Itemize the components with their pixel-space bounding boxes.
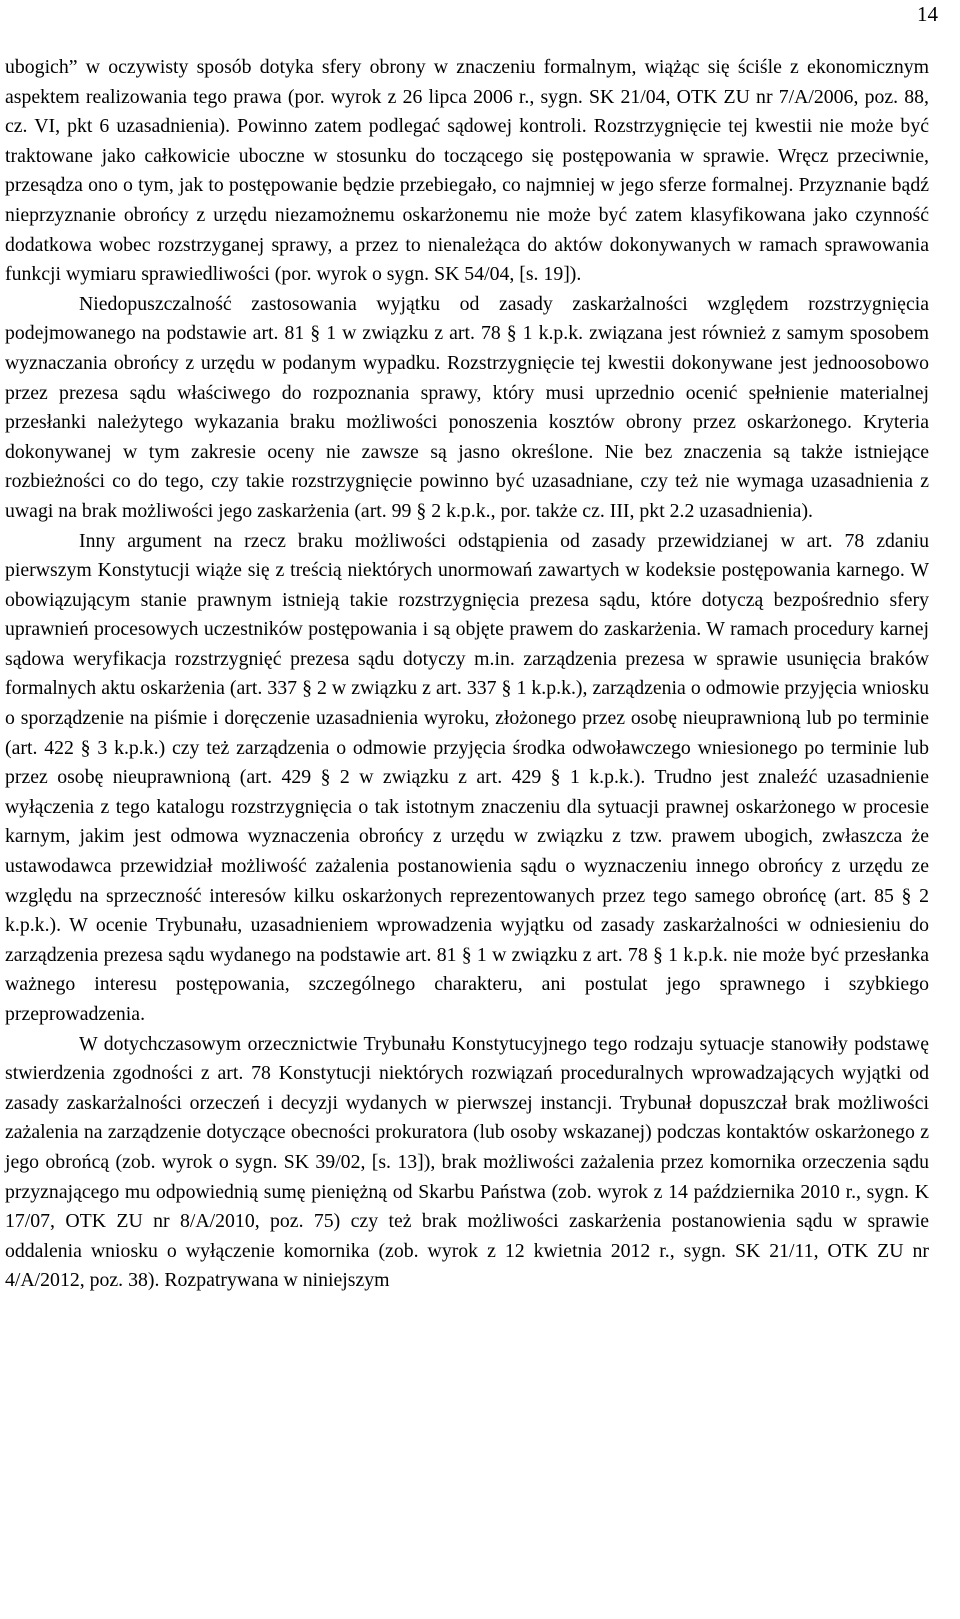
paragraph-1: ubogich” w oczywisty sposób dotyka sfery obrony w znaczeniu formalnym, wiążąc się ściśle z ekonomicznym aspektem realizowania tego prawa (por. wyrok z 26 lipca 2006 r., sygn. SK 21/04, OTK ZU nr 7/A/2006, poz. 88, cz. VI, pkt 6 uzasadnienia). Powinno zatem podlegać sądowej kontroli. Rozstrzygnięcie tej kwestii nie może być traktowane jako całkowicie uboczne w stosunku do toczącego się postępowania w sprawie. Wręcz przeciwnie, przesądza ono o tym, jak to postępowanie będzie przebiegało, co najmniej w jego sferze formalnej. Przyznanie bądź nieprzyznanie obrońcy z urzędu niezamożnemu oskarżonemu nie może być zatem klasyfikowana jako czynność dodatkowa wobec rozstrzyganej sprawy, a przez to nienależąca do aktów dokonywanych w ramach sprawowania funkcji wymiaru sprawiedliwości (por. wyrok o sygn. SK 54/04, [s. 19]). xyxy=(5,56,929,286)
document-body xyxy=(5,53,929,1296)
paragraph-2: Niedopuszczalność zastosowania wyjątku od zasady zaskarżalności względem rozstrzygnięcia podejmowanego na podstawie art. 81 § 1 w związku z art. 78 § 1 k.p.k. związana jest również z samym sposobem wyznaczania obrońcy z urzędu w podanym wypadku. Rozstrzygnięcie tej kwestii dokonywane jest jednoosobowo przez prezesa sądu właściwego do rozpoznania sprawy, który musi uprzednio ocenić spełnienie materialnej przesłanki należytego wykazania braku możliwości ponoszenia kosztów obrony przez oskarżonego. Kryteria dokonywanej w tym zakresie oceny nie zawsze są jasno określone. Nie bez znaczenia są także istniejące rozbieżności co do tego, czy takie rozstrzygnięcie powinno być uzasadniane, czy też nie wymaga uzasadnienia z uwagi na brak możliwości jego zaskarżenia (art. 99 § 2 k.p.k., por. także cz. III, pkt 2.2 uzasadnienia). xyxy=(5,292,929,522)
paragraph-4: W dotychczasowym orzecznictwie Trybunału Konstytucyjnego tego rodzaju sytuacje stanowiły podstawę stwierdzenia zgodności z art. 78 Konstytucji niektórych rozwiązań proceduralnych wprowadzających wyjątki od zasady zaskarżalności orzeczeń i decyzji wydanych w pierwszej instancji. Trybunał dopuszczał brak możliwości zażalenia na zarządzenie dotyczące obecności prokuratora (lub osoby wskazanej) podczas kontaktów oskarżonego z jego obrońcą (zob. wyrok o sygn. SK 39/02, [s. 13]), brak możliwości zażalenia przez komornika orzeczenia sądu przyznającego mu odpowiednią sumę pieniężną od Skarbu Państwa (zob. wyrok z 14 października 2010 r., sygn. K 17/07, OTK ZU nr 8/A/2010, poz. 75) czy też brak możliwości zaskarżenia postanowienia sądu w sprawie oddalenia wniosku o wyłączenie komornika (zob. wyrok z 12 kwietnia 2012 r., sygn. SK 21/11, OTK ZU nr 4/A/2012, poz. 38). Rozpatrywana w niniejszym xyxy=(5,1032,929,1292)
page-number: 14 xyxy=(917,2,938,26)
paragraph-3: Inny argument na rzecz braku możliwości odstąpienia od zasady przewidzianej w art. 78 zdaniu pierwszym Konstytucji wiąże się z treścią niektórych unormowań zawartych w kodeksie postępowania karnego. W obowiązującym stanie prawnym istnieją takie rozstrzygnięcia prezesa sądu, które dotyczą bezpośrednio sfery uprawnień procesowych uczestników postępowania i są objęte prawem do zaskarżenia. W ramach procedury karnej sądowa weryfikacja rozstrzygnięć prezesa sądu dotyczy m.in. zarządzenia prezesa w sprawie usunięcia braków formalnych aktu oskarżenia (art. 337 § 2 w związku z art. 337 § 1 k.p.k.), zarządzenia o odmowie przyjęcia wniosku o sporządzenie na piśmie i doręczenie uzasadnienia wyroku, złożonego przez osobę nieuprawnioną lub po terminie (art. 422 § 3 k.p.k.) czy też zarządzenia o odmowie przyjęcia środka odwoławczego wniesionego po terminie lub przez osobę nieuprawnioną (art. 429 § 2 w związku z art. 429 § 1 k.p.k.). Trudno jest znaleźć uzasadnienie wyłączenia z tego katalogu rozstrzygnięcia o tak istotnym znaczeniu dla sytuacji prawnej oskarżonego w procesie karnym, jakim jest odmowa wyznaczenia obrońcy z urzędu w związku z tzw. prawem ubogich, zwłaszcza że ustawodawca przewidział możliwość zażalenia postanowienia sądu o wyznaczeniu innego obrońcy z urzędu ze względu na sprzeczność interesów kilku oskarżonych reprezentowanych przez tego samego obrońcę (art. 85 § 2 k.p.k.). W ocenie Trybunału, uzasadnieniem wprowadzenia wyjątku od zasady zaskarżalności w odniesieniu do zarządzenia prezesa sądu wydanego na podstawie art. 81 § 1 w związku z art. 78 § 1 k.p.k. nie może być przesłanka ważnego interesu postępowania, szczególnego charakteru, ani postulat jego sprawnego i szybkiego przeprowadzenia. xyxy=(5,529,929,1025)
